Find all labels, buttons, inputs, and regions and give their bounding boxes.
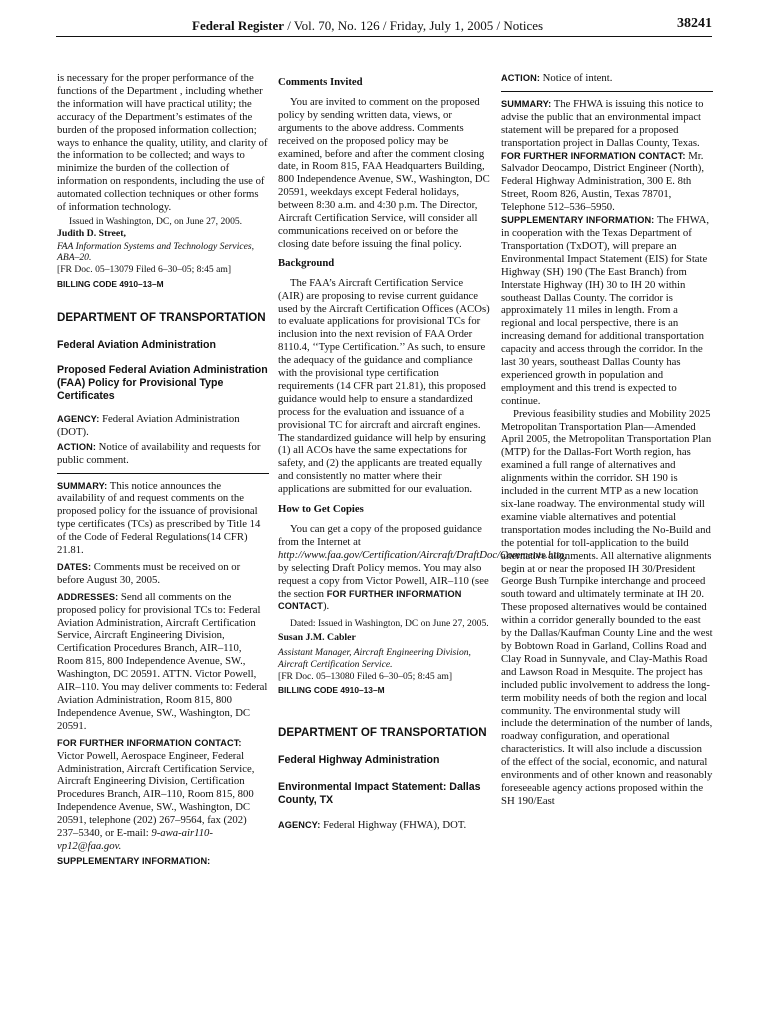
paragraph: Previous feasibility studies and Mobility 2025 Metropolitan Transportation Plan—Amended April 2005, the Metropolitan Transportation Plan (MTP) for the Dallas-Fort Worth region, has examined a full range of alternatives and alignments within the corridor. SH 190 is included in the current MTP as a new location six-lane roadway. The environmental study will examine viable alternatives and potential transportation modes including the No-Build and the potential for toll-application to the build alternative alignments. All alternative alignments begin at or near the proposed IH 30/President George Bush Turnpike interchange and proceed south toward and ultimately terminate at IH 20. These proposed alternatives would be contained within a corridor generally bounded to the east by the Dallas/Kaufman County Line and the west by Bobtown Road in Garland, Collins Road and Clay Road in Sunnyvale, and Clay-Mathis Road and Lawson Road in Mesquite. The project has included public involvement to address the long-term mobility needs of both the region and local community. The environmental study will include the determination of the number of lands, roadway configuration, and operational characteristics. It will also include a discussion of the effect of the social, economic, and natural environments and of other known and reasonably foreseeable agency actions proposed within the SH 190/East <box>501 407 713 807</box>
supplementary-label: SUPPLEMENTARY INFORMATION: <box>57 855 211 866</box>
paragraph <box>278 523 567 613</box>
summary-line <box>57 480 269 557</box>
signer-title: FAA Information Systems and Technology Services, ABA–20. <box>57 240 255 264</box>
department-heading: DEPARTMENT OF TRANSPORTATION <box>278 726 487 740</box>
summary-line <box>501 98 713 150</box>
paragraph: You are invited to comment on the proposed policy by sending written data, views, or arguments to the above address. Comments received on the proposed policy may be examined, before and after the comment closing date, in Room 815, FAA Headquarters Building, 800 Independence Avenue, SW., Washington, DC 20591, weekdays except Federal holidays, between 8:30 a.m. and 4:30 p.m. The Director, Aircraft Certification Service, will consider all communications received on or before the closing date before issuing the final policy. <box>278 95 490 250</box>
summary-text: The FHWA is issuing this notice to advise the public that an environmental impact statement will be prepared for a proposed transportation project in Dallas County, Texas. <box>501 97 704 149</box>
copies-text: ). <box>322 600 330 613</box>
dates-text: Comments must be received on or before August 30, 2005. <box>57 560 241 586</box>
agency-label: AGENCY: <box>57 413 100 424</box>
section-heading: Comments Invited <box>278 76 363 88</box>
summary-label: SUMMARY: <box>57 480 108 491</box>
dates-label: DATES: <box>57 561 92 572</box>
agency-line <box>278 819 490 832</box>
paragraph: is necessary for the proper performance of the functions of the Department , including whether the information will have practical utility; the accuracy of the Department’s estimates of the burden of the proposed information collection; ways to enhance the quality, utility, and clarity of the information to be collected; and ways to minimize the burden of the collection of information on respondents, including the use of automated collection techniques or other forms of information technology. <box>57 72 268 214</box>
addresses-line <box>57 591 269 733</box>
copies-ref: FOR FURTHER INFORMATION CONTACT <box>278 588 462 612</box>
ffi-text: Mr. Salvador Deocampo, District Engineer (North), Federal Highway Administration, 300 E. 8th Street, Room 826, Austin, Texas 78701, Telephone 512–536–5950. <box>501 149 704 214</box>
signer-name: Judith D. Street, <box>57 227 126 239</box>
header-rule <box>56 36 712 37</box>
column-3 <box>501 72 713 808</box>
agency-text: Federal Highway (FHWA), DOT. <box>320 819 467 832</box>
summary-label: SUMMARY: <box>501 98 552 109</box>
page-header <box>56 14 712 38</box>
agency-text: Federal Aviation Administration (DOT). <box>57 412 240 438</box>
section-heading: How to Get Copies <box>278 503 364 516</box>
ffi-line <box>501 150 713 215</box>
action-line <box>501 72 713 85</box>
paragraph: The FAA’s Aircraft Certification Service (AIR) are proposing to revise current guidance used by the Aircraft Certification Offices (ACOs) to evaluate applications for provisional TCs for inclusion into the next revision of FAA Order 8110.4, ‘‘Type Certification.’’ As such, to ensure the adequacy of the guidance and compliance with the provisional type certification requirements (14 CFR part 21.81), this proposed guidance would help to ensure a standardized process for the evaluation and issuance of a provisional TC for aircraft and aircraft engines. The standardized guidance will help by ensuring (1) all ACOs have the same expectations for safety, and (2) the applicants are treated equally and consistently no matter where their applications are submitted for our evaluation. <box>278 276 490 496</box>
column-1 <box>57 72 269 868</box>
running-head <box>192 18 543 34</box>
supplementary-line <box>501 214 713 408</box>
supplementary-label: SUPPLEMENTARY INFORMATION: <box>501 215 655 226</box>
summary-text: This notice announces the availability of and request comments on the proposed policy for the issuance of provisional type certificates (TCs) as prescribed by Title 14 of the Code of Federal Regulations(14 CFR) 21.81. <box>57 479 261 557</box>
action-label: ACTION: <box>57 441 96 452</box>
billing-code: BILLING CODE 4910–13–M <box>57 279 164 290</box>
agency-heading: Federal Aviation Administration <box>57 338 216 351</box>
copies-url-link[interactable]: http://www.faa.gov/Certification/Aircraft/DraftDoc/Comments.htm, <box>278 548 567 561</box>
agency-label: AGENCY: <box>278 820 321 831</box>
notice-title: Environmental Impact Statement: Dallas County, TX <box>278 781 481 807</box>
supplementary-text: The FHWA, in cooperation with the Texas Department of Transportation (TxDOT), will prepare an Environmental Impact Statement (EIS) for State Highway (SH) 190 (The East Branch) from Interstate Highway (IH) 30 to IH 20 within southeast Dallas County. The corridor is approximately 11 miles in length. From a regional and local perspective, there is an increasing demand for additional transportation capacity and access through the corridor. In the last 30 years, southeast Dallas County has experienced growth in population and employment and this trend is expected to continue. <box>501 214 710 407</box>
addresses-label: ADDRESSES: <box>57 591 119 602</box>
action-label: ACTION: <box>501 73 540 83</box>
fr-doc-line: [FR Doc. 05–13079 Filed 6–30–05; 8:45 am] <box>57 264 232 276</box>
notice-title: Proposed Federal Aviation Administration (FAA) Policy for Provisional Type Certificates <box>57 363 268 402</box>
copies-text: by selecting Draft Policy memos. You may also request a copy from Victor Powell, AIR–110 (see the section <box>278 561 489 600</box>
journal-name: Federal Register <box>192 18 285 33</box>
section-rule <box>501 91 713 92</box>
issue-info: / Vol. 70, No. 126 / Friday, July 1, 2005 / Notices <box>284 18 544 33</box>
ffi-label: FOR FURTHER INFORMATION CONTACT: <box>57 737 242 748</box>
ffi-line <box>57 750 269 853</box>
signer-title: Assistant Manager, Aircraft Engineering Division, Aircraft Certification Service. <box>278 647 471 670</box>
section-rule <box>57 473 269 474</box>
billing-code: BILLING CODE 4910–13–M <box>278 685 385 696</box>
ffi-text: Victor Powell, Aerospace Engineer, Federal Administration, Aircraft Certification Service, Aircraft Engineering Division, Certification Procedures Branch, AIR–110, Room 815, 800 Independence Avenue, SW., Washington, DC 20591, telephone (202) 267–9564, fax (202) 237–5340, or E-mail: <box>57 749 255 840</box>
section-heading: Background <box>278 256 335 269</box>
department-heading: DEPARTMENT OF TRANSPORTATION <box>57 310 266 324</box>
agency-line <box>57 413 269 439</box>
action-text: Notice of intent. <box>539 72 613 84</box>
addresses-text: Send all comments on the proposed policy for provisional TCs to: Federal Aviation Administration, Aircraft Certification Service, Aircraft Engineering Division, Certification Procedures Branch, AIR–110, Room 815, 800 Independence Avenue, SW., Washington, DC 20591. ATTN. Victor Powell, AIR–110. You may deliver comments to: Federal Aviation Administration, Room 815, 800 Independence Avenue, SW., Washington, DC 20591. <box>57 590 268 732</box>
issued-line: Issued in Washington, DC, on June 27, 2005. <box>69 215 243 227</box>
ffi-label: FOR FURTHER INFORMATION CONTACT: <box>501 150 686 161</box>
dates-line <box>57 561 269 587</box>
dated-line: Dated: Issued in Washington, DC on June 27, 2005. <box>290 618 489 630</box>
page-number: 38241 <box>677 16 712 31</box>
action-text: Notice of availability and requests for public comment. <box>57 440 261 466</box>
action-line <box>57 441 269 467</box>
fr-doc-line: [FR Doc. 05–13080 Filed 6–30–05; 8:45 am] <box>278 670 453 682</box>
copies-text: You can get a copy of the proposed guidance from the Internet at <box>278 523 482 548</box>
agency-heading: Federal Highway Administration <box>278 754 440 767</box>
signer-name: Susan J.M. Cabler <box>278 632 356 644</box>
email-link[interactable]: 9-awa-air110-vp12@faa.gov. <box>57 827 213 852</box>
